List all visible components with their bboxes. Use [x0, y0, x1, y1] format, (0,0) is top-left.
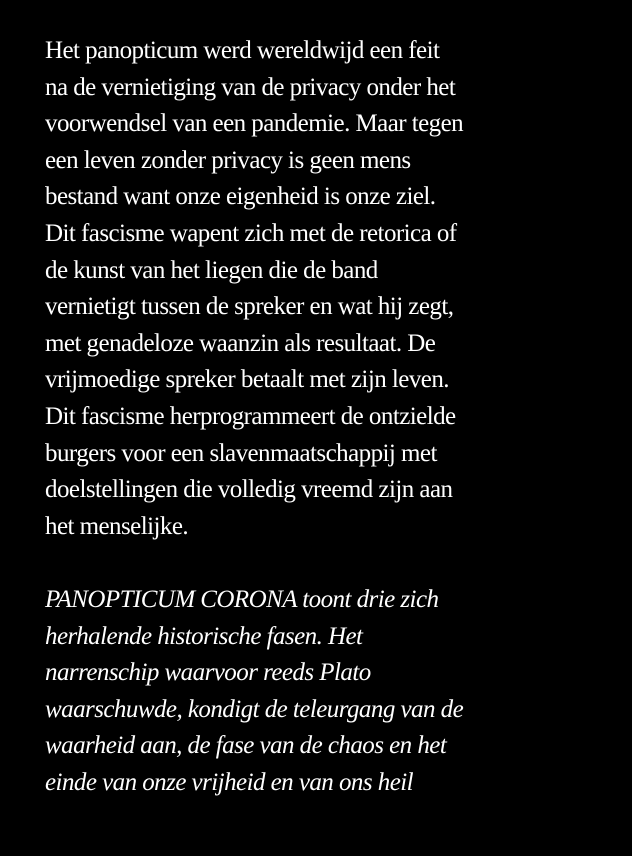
text-line: waarschuwde, kondigt de teleurgang van de — [45, 695, 464, 723]
text-line: bestand want onze eigenheid is onze ziel. — [45, 183, 436, 211]
text-line: burgers voor een slavenmaatschappij met — [45, 439, 437, 467]
document-text — [45, 33, 585, 801]
paragraph-regular — [45, 33, 585, 545]
text-line: einde van onze vrijheid en van ons heil — [45, 768, 414, 796]
text-line: vrijmoedige spreker betaalt met zijn leven. — [45, 366, 449, 394]
text-line: Dit fascisme wapent zich met de retorica of — [45, 219, 457, 247]
text-line: na de vernietiging van de privacy onder het — [45, 73, 456, 101]
text-line: vernietigt tussen de spreker en wat hij zegt, — [45, 293, 454, 321]
text-line: narrenschip waarvoor reeds Plato — [45, 659, 371, 687]
text-line: de kunst van het liegen die de band — [45, 256, 378, 284]
text-line: voorwendsel van een pandemie. Maar tegen — [45, 110, 464, 138]
text-line: het menselijke. — [45, 512, 189, 540]
text-line: PANOPTICUM CORONA toont drie zich — [45, 585, 439, 613]
paragraph-gap — [45, 545, 585, 582]
text-line: doelstellingen die volledig vreemd zijn aan — [45, 476, 453, 504]
paragraph-italic — [45, 582, 585, 802]
text-line: waarheid aan, de fase van de chaos en het — [45, 732, 447, 760]
text-line: Dit fascisme herprogrammeert de ontzielde — [45, 402, 456, 430]
text-line: Het panopticum werd wereldwijd een feit — [45, 37, 440, 64]
text-line: met genadeloze waanzin als resultaat. De — [45, 329, 436, 357]
text-line: een leven zonder privacy is geen mens — [45, 146, 411, 174]
text-line: herhalende historische fasen. Het — [45, 622, 363, 650]
